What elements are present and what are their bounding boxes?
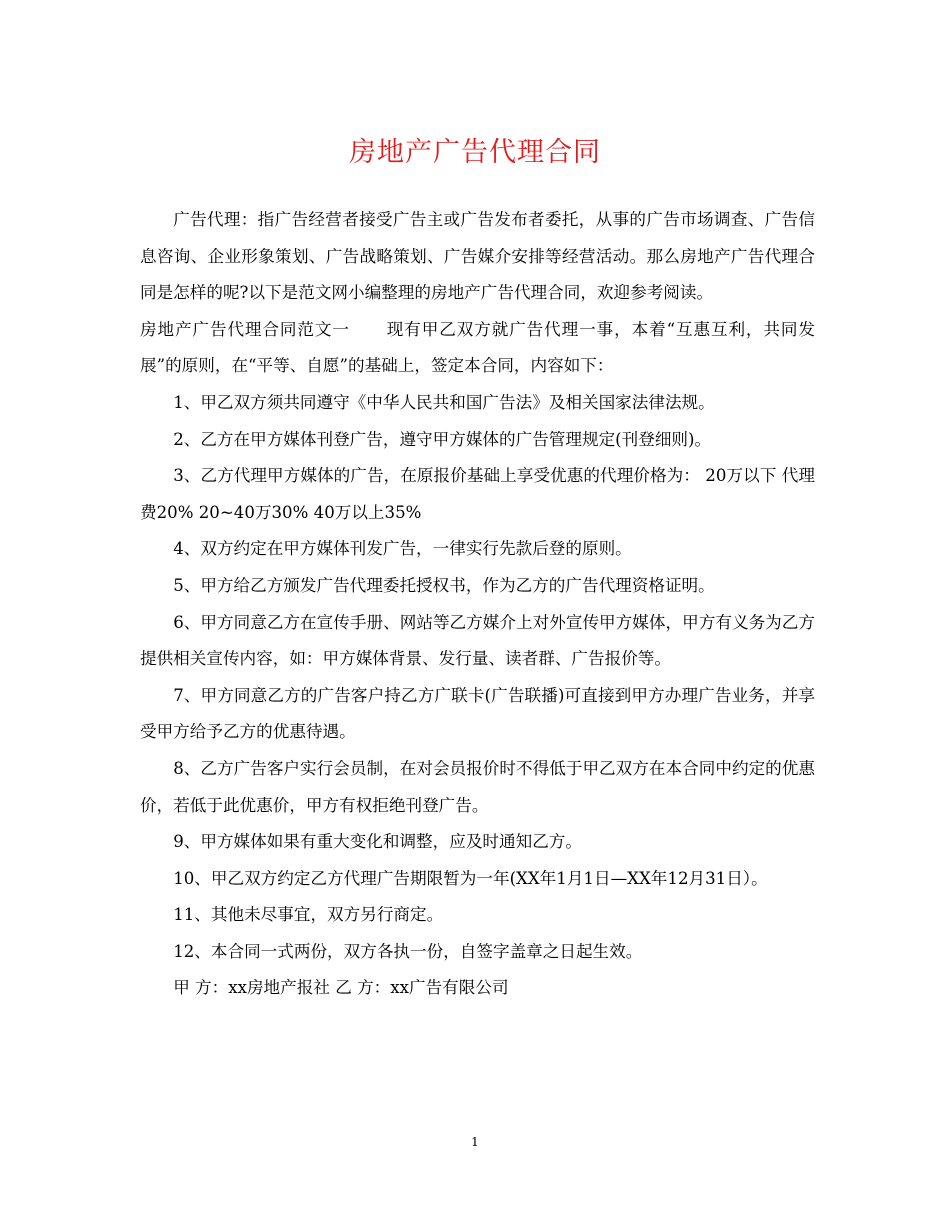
clause-12: 12、本合同一式两份，双方各执一份，自签字盖章之日起生效。 [173, 941, 643, 961]
signature-line: 甲 方：xx房地产报社 乙 方：xx广告有限公司 [173, 978, 509, 998]
clause-8: 8、乙方广告客户实行会员制，在对会员报价时不得低于甲乙双方在本合同中约定的优惠价，若低于此优惠价，甲方有权拒绝刊登广告。 [140, 758, 815, 815]
page-number: 1 [471, 1135, 479, 1149]
document-title: 房地产广告代理合同 [349, 137, 601, 168]
sample-heading: 房地产广告代理合同范文一 [140, 319, 350, 339]
preamble-text: 现有甲乙双方就广告代理一事，本着“互惠互利，共同发展”的原则，在“平等、自愿”的基础上，签定本合同，内容如下： [140, 319, 815, 376]
clause-3: 3、乙方代理甲方媒体的广告，在原报价基础上享受优惠的代理价格为： 20万以下 代理费20% 20~40万30% 40万以上35% [140, 466, 815, 522]
clause-2: 2、乙方在甲方媒体刊登广告，遵守甲方媒体的广告管理规定(刊登细则)。 [173, 429, 712, 449]
clause-7: 7、甲方同意乙方的广告客户持乙方广联卡(广告联播)可直接到甲方办理广告业务，并享受甲方给予乙方的优惠待遇。 [140, 685, 815, 742]
clause-11: 11、其他未尽事宜，双方另行商定。 [173, 905, 444, 925]
clause-10: 10、甲乙双方约定乙方代理广告期限暂为一年(XX年1月1日—XX年12月31日）。 [173, 868, 768, 888]
clause-4: 4、双方约定在甲方媒体刊发广告，一律实行先款后登的原则。 [173, 539, 632, 559]
contract-preamble [140, 312, 815, 385]
clause-6: 6、甲方同意乙方在宣传手册、网站等乙方媒介上对外宣传甲方媒体，甲方有义务为乙方提供相关宣传内容，如：甲方媒体背景、发行量、读者群、广告报价等。 [140, 612, 815, 669]
clause-9: 9、甲方媒体如果有重大变化和调整，应及时通知乙方。 [173, 832, 582, 852]
document-body [140, 202, 815, 1007]
clause-5: 5、甲方给乙方颁发广告代理委托授权书，作为乙方的广告代理资格证明。 [173, 575, 715, 595]
intro-paragraph: 广告代理：指广告经营者接受广告主或广告发布者委托，从事的广告市场调查、广告信息咨询、企业形象策划、广告战略策划、广告媒介安排等经营活动。那么房地产广告代理合同是怎样的呢?以下是范文网小编整理的房地产广告代理合同，欢迎参考阅读。 [140, 210, 815, 303]
clause-1: 1、甲乙双方须共同遵守《中华人民共和国广告法》及相关国家法律法规。 [173, 392, 715, 412]
